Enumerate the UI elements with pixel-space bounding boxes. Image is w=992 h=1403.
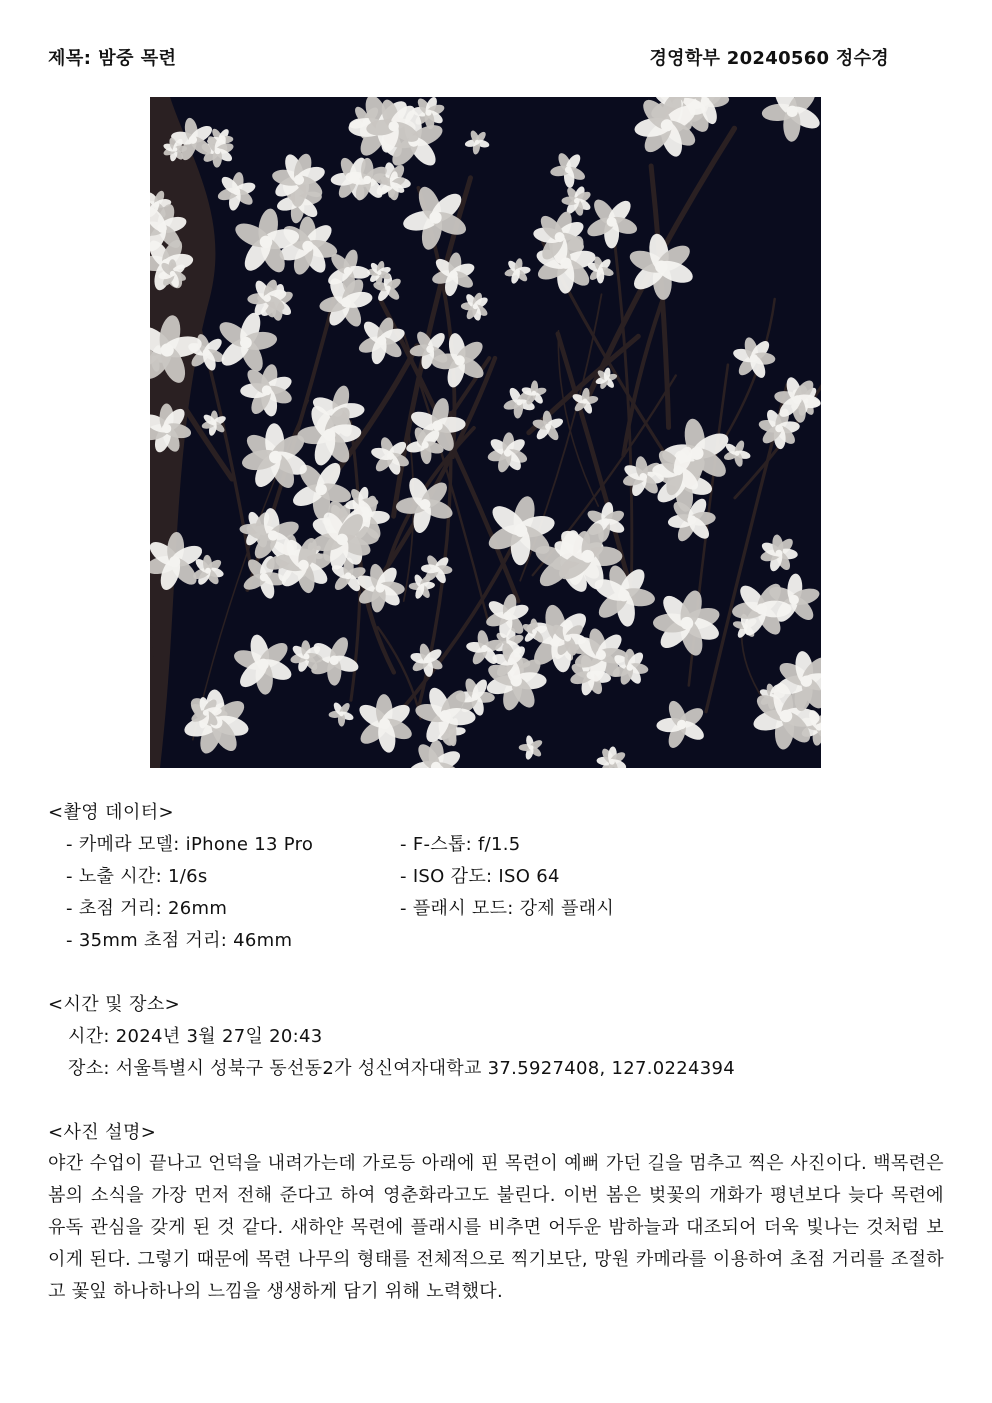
description-heading: <사진 설명> bbox=[48, 1122, 157, 1143]
spec-flash-mode: - 플래시 모드: 강제 플래시 bbox=[400, 898, 615, 919]
spec-exposure-time: - 노출 시간: 1/6s bbox=[66, 866, 208, 887]
time-place-heading: <시간 및 장소> bbox=[48, 994, 181, 1015]
document-title: 제목: 밤중 목련 bbox=[48, 48, 177, 69]
shooting-data-heading: <촬영 데이터> bbox=[48, 802, 175, 823]
time-line: 시간: 2024년 3월 27일 20:43 bbox=[68, 1026, 323, 1047]
magnolia-photo bbox=[150, 97, 821, 768]
place-line: 장소: 서울특별시 성북구 동선동2가 성신여자대학교 37.5927408, 127.0224394 bbox=[68, 1058, 736, 1079]
spec-iso: - ISO 감도: ISO 64 bbox=[400, 866, 560, 887]
author-info: 경영학부 20240560 정수경 bbox=[649, 48, 889, 69]
spec-camera-model: - 카메라 모델: iPhone 13 Pro bbox=[66, 834, 314, 855]
magnolia-illustration bbox=[150, 97, 821, 768]
spec-35mm-focal-length: - 35mm 초점 거리: 46mm bbox=[66, 930, 293, 951]
spec-f-stop: - F-스톱: f/1.5 bbox=[400, 834, 521, 855]
spec-focal-length: - 초점 거리: 26mm bbox=[66, 898, 228, 919]
description-text: 야간 수업이 끝나고 언덕을 내려가는데 가로등 아래에 핀 목련이 예뻐 가던 길을 멈추고 찍은 사진이다. 백목련은 봄의 소식을 가장 먼저 전해 준다고 하여 영춘화라고도 불린다. 이번 봄은 벚꽃의 개화가 평년보다 늦다 목련에 유독 관심을 갖게 된 것 같다. 새하얀 목련에 플래시를 비추면 어두운 밤하늘과 대조되어 더욱 빛나는 것처럼 보이게 된다. 그렇기 때문에 목련 나무의 형태를 전체적으로 찍기보단, 망원 카메라를 이용하여 초점 거리를 조절하고 꽃잎 하나하나의 느낌을 생생하게 담기 위해 노력했다. bbox=[48, 1153, 944, 1302]
